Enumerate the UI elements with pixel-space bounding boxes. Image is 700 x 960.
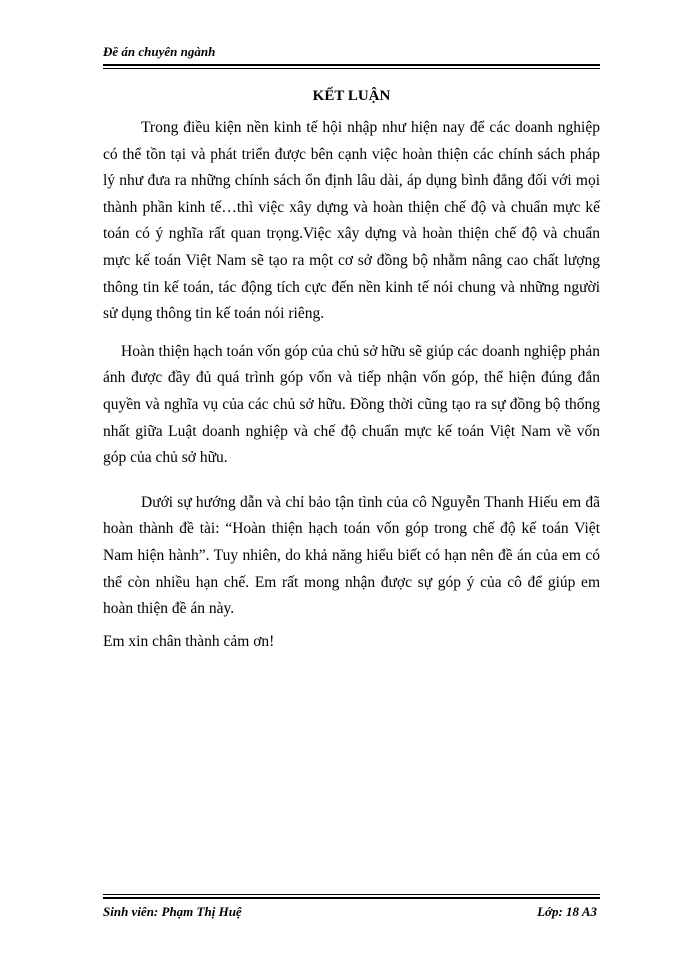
footer-divider	[103, 897, 600, 899]
page-header-title: Đề án chuyên ngành	[103, 44, 216, 59]
header-divider-thin	[103, 68, 600, 69]
paragraph-4: Em xin chân thành cảm ơn!	[103, 632, 275, 650]
document-heading: KẾT LUẬN	[312, 88, 391, 104]
header-divider	[103, 64, 600, 66]
footer-student-name: Sinh viên: Phạm Thị Huệ	[103, 904, 242, 919]
footer-divider-thin	[103, 894, 600, 895]
paragraph-2: Hoàn thiện hạch toán vốn góp của chủ sở hữu sẽ giúp các doanh nghiệp phản ánh được đầy đủ quá trình góp vốn và tiếp nhận vốn góp, thể hiện đúng đắn quyền và nghĩa vụ của các chủ sở hữu. Đồng thời cũng tạo ra sự đồng bộ thống nhất giữa Luật doanh nghiệp và chế độ chuẩn mực kế toán Việt Nam về vốn góp của chủ sở hữu.	[103, 342, 600, 467]
paragraph-3: Dưới sự hướng dẫn và chỉ bảo tận tình của cô Nguyễn Thanh Hiếu em đã hoàn thành đề tài: “Hoàn thiện hạch toán vốn góp trong chế độ kế toán Việt Nam hiện hành”. Tuy nhiên, do khả năng hiểu biết có hạn nên đề án của em có thể còn nhiều hạn chế. Em rất mong nhận được sự góp ý của cô để giúp em hoàn thiện đề án này.	[103, 493, 600, 618]
document-body	[103, 115, 600, 655]
paragraph-1: Trong điều kiện nền kinh tế hội nhập như hiện nay để các doanh nghiệp có thể tồn tại và phát triển được bên cạnh việc hoàn thiện các chính sách pháp lý như đưa ra những chính sách ổn định lâu dài, áp dụng bình đẳng đối với mọi thành phần kinh tế…thì việc xây dựng và hoàn thiện chế độ và chuẩn mực kế toán có ý nghĩa rất quan trọng.Việc xây dựng và hoàn thiện chế độ và chuẩn mực kế toán Việt Nam sẽ tạo ra một cơ sở đồng bộ nhằm nâng cao chất lượng thông tin kế toán, tác động tích cực đến nền kinh tế nói chung và những người sử dụng thông tin kế toán nói riêng.	[103, 119, 600, 323]
footer-class: Lớp: 18 A3	[537, 904, 597, 919]
